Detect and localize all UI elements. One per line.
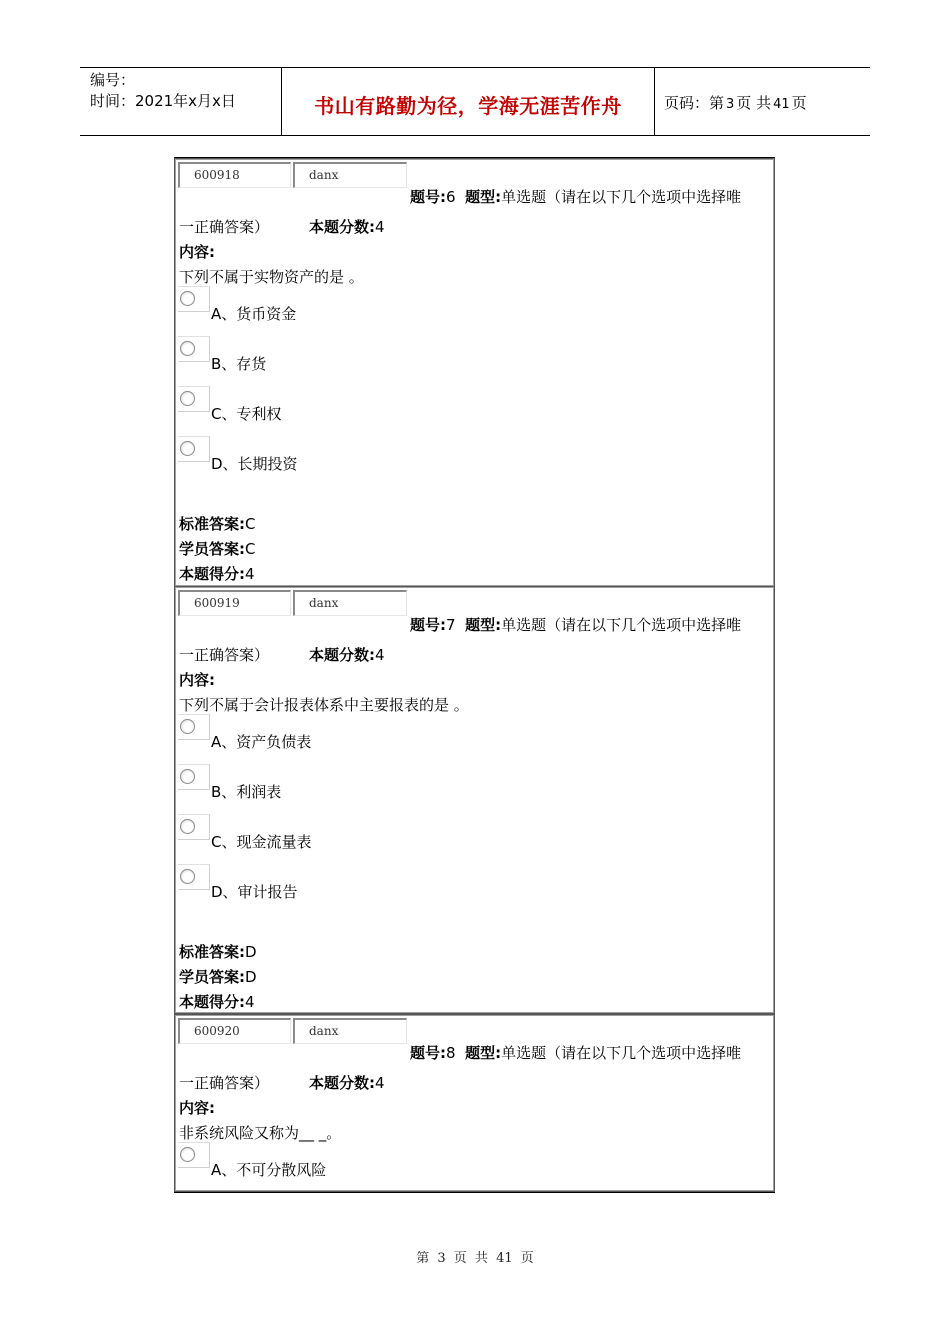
radio-icon[interactable]	[180, 869, 195, 884]
question-meta-2	[179, 216, 385, 237]
radio-box	[178, 764, 210, 790]
option-label: D、长期投资	[211, 455, 298, 473]
question-meta-2	[179, 1072, 385, 1093]
question-kind-cell: danx	[293, 162, 407, 188]
qtype-value-2: 一正确答案）	[179, 218, 270, 236]
footer-prefix: 第	[416, 1251, 430, 1266]
got-score	[179, 991, 255, 1012]
standard-answer	[179, 941, 257, 962]
option-b[interactable]	[178, 336, 478, 373]
option-b[interactable]	[178, 764, 478, 801]
content-label: 内容:	[179, 1099, 215, 1117]
doc-number-label: 编号：	[90, 71, 136, 89]
qtype-value-2: 一正确答案）	[179, 646, 270, 664]
radio-icon[interactable]	[180, 769, 195, 784]
student-answer	[179, 966, 257, 987]
question-meta	[410, 614, 741, 635]
header-top-rule	[80, 67, 870, 68]
question-block-6	[175, 159, 774, 586]
question-text: 非系统风险又称为__ _。	[179, 1124, 342, 1142]
qnum-label: 题号:	[410, 616, 446, 634]
qtype-value-1: 单选题（请在以下几个选项中选择唯	[501, 1044, 742, 1062]
qnum-label: 题号:	[410, 188, 446, 206]
question-text: 下列不属于实物资产的是 。	[179, 268, 364, 286]
radio-icon[interactable]	[180, 441, 195, 456]
got-score	[179, 563, 255, 584]
radio-box	[178, 286, 210, 312]
header-motto: 书山有路勤为径，学海无涯苦作舟	[314, 94, 622, 118]
radio-box	[178, 1142, 210, 1168]
radio-icon[interactable]	[180, 341, 195, 356]
option-label: A、不可分散风险	[211, 1161, 327, 1179]
qnum-value: 8	[446, 1044, 456, 1062]
header-page-info	[664, 92, 807, 113]
page-prefix: 页码：第	[664, 94, 725, 112]
standard-answer-value: C	[245, 515, 256, 533]
qtype-value-1: 单选题（请在以下几个选项中选择唯	[501, 188, 742, 206]
score-value: 4	[375, 1074, 385, 1092]
qtype-label: 题型:	[465, 188, 502, 206]
header-divider-right	[654, 67, 655, 136]
option-label: A、资产负债表	[211, 733, 312, 751]
option-c[interactable]	[178, 814, 478, 851]
radio-icon[interactable]	[180, 1147, 195, 1162]
footer-current: 3	[437, 1251, 446, 1266]
page-footer	[0, 1247, 950, 1266]
standard-answer-label: 标准答案:	[179, 943, 245, 961]
radio-icon[interactable]	[180, 819, 195, 834]
got-score-label: 本题得分:	[179, 993, 245, 1011]
score-value: 4	[375, 646, 385, 664]
qnum-value: 6	[446, 188, 456, 206]
option-label: D、审计报告	[211, 883, 298, 901]
radio-box	[178, 714, 210, 740]
question-meta-2	[179, 644, 385, 665]
page-suffix: 页	[791, 94, 807, 112]
radio-icon[interactable]	[180, 719, 195, 734]
footer-mid: 页 共	[453, 1251, 488, 1266]
question-kind-cell: danx	[293, 590, 407, 616]
got-score-value: 4	[245, 993, 255, 1011]
option-d[interactable]	[178, 864, 478, 901]
question-block-8	[175, 1015, 774, 1191]
radio-box	[178, 864, 210, 890]
footer-suffix: 页	[520, 1251, 534, 1266]
score-label: 本题分数:	[309, 646, 376, 664]
option-d[interactable]	[178, 436, 478, 473]
question-id-cell: 600920	[178, 1018, 291, 1044]
content-label: 内容:	[179, 671, 215, 689]
standard-answer-value: D	[245, 943, 257, 961]
student-answer-label: 学员答案:	[179, 968, 245, 986]
question-meta	[410, 186, 741, 207]
qtype-value-2: 一正确答案）	[179, 1074, 270, 1092]
doc-time: 时间：2021年x月x日	[90, 92, 236, 110]
student-answer-label: 学员答案:	[179, 540, 245, 558]
option-a[interactable]	[178, 286, 478, 323]
radio-icon[interactable]	[180, 291, 195, 306]
radio-icon[interactable]	[180, 391, 195, 406]
page-mid: 页 共	[736, 94, 772, 112]
option-label: A、货币资金	[211, 305, 297, 323]
qnum-label: 题号:	[410, 1044, 446, 1062]
standard-answer-label: 标准答案:	[179, 515, 245, 533]
page-current: 3	[726, 97, 735, 112]
option-c[interactable]	[178, 386, 478, 423]
content-label: 内容:	[179, 243, 215, 261]
question-id-cell: 600919	[178, 590, 291, 616]
question-text: 下列不属于会计报表体系中主要报表的是 。	[179, 696, 469, 714]
score-value: 4	[375, 218, 385, 236]
option-label: C、现金流量表	[211, 833, 312, 851]
question-id-cell: 600918	[178, 162, 291, 188]
header-left-cell	[90, 70, 236, 112]
radio-box	[178, 436, 210, 462]
question-block-7	[175, 587, 774, 1013]
qnum-value: 7	[446, 616, 456, 634]
student-answer-value: D	[245, 968, 257, 986]
option-label: B、存货	[211, 355, 267, 373]
radio-box	[178, 336, 210, 362]
option-label: C、专利权	[211, 405, 282, 423]
qtype-label: 题型:	[465, 616, 502, 634]
qtype-value-1: 单选题（请在以下几个选项中选择唯	[501, 616, 742, 634]
student-answer-value: C	[245, 540, 256, 558]
question-meta	[410, 1042, 741, 1063]
got-score-label: 本题得分:	[179, 565, 245, 583]
radio-box	[178, 814, 210, 840]
page-total: 41	[773, 97, 790, 112]
got-score-value: 4	[245, 565, 255, 583]
option-label: B、利润表	[211, 783, 282, 801]
standard-answer	[179, 513, 255, 534]
score-label: 本题分数:	[309, 1074, 376, 1092]
option-a[interactable]	[178, 714, 478, 751]
student-answer	[179, 538, 255, 559]
footer-total: 41	[496, 1251, 513, 1266]
option-a[interactable]	[178, 1142, 478, 1179]
radio-box	[178, 386, 210, 412]
qtype-label: 题型:	[465, 1044, 502, 1062]
score-label: 本题分数:	[309, 218, 376, 236]
header-bottom-rule	[80, 135, 870, 136]
question-kind-cell: danx	[293, 1018, 407, 1044]
